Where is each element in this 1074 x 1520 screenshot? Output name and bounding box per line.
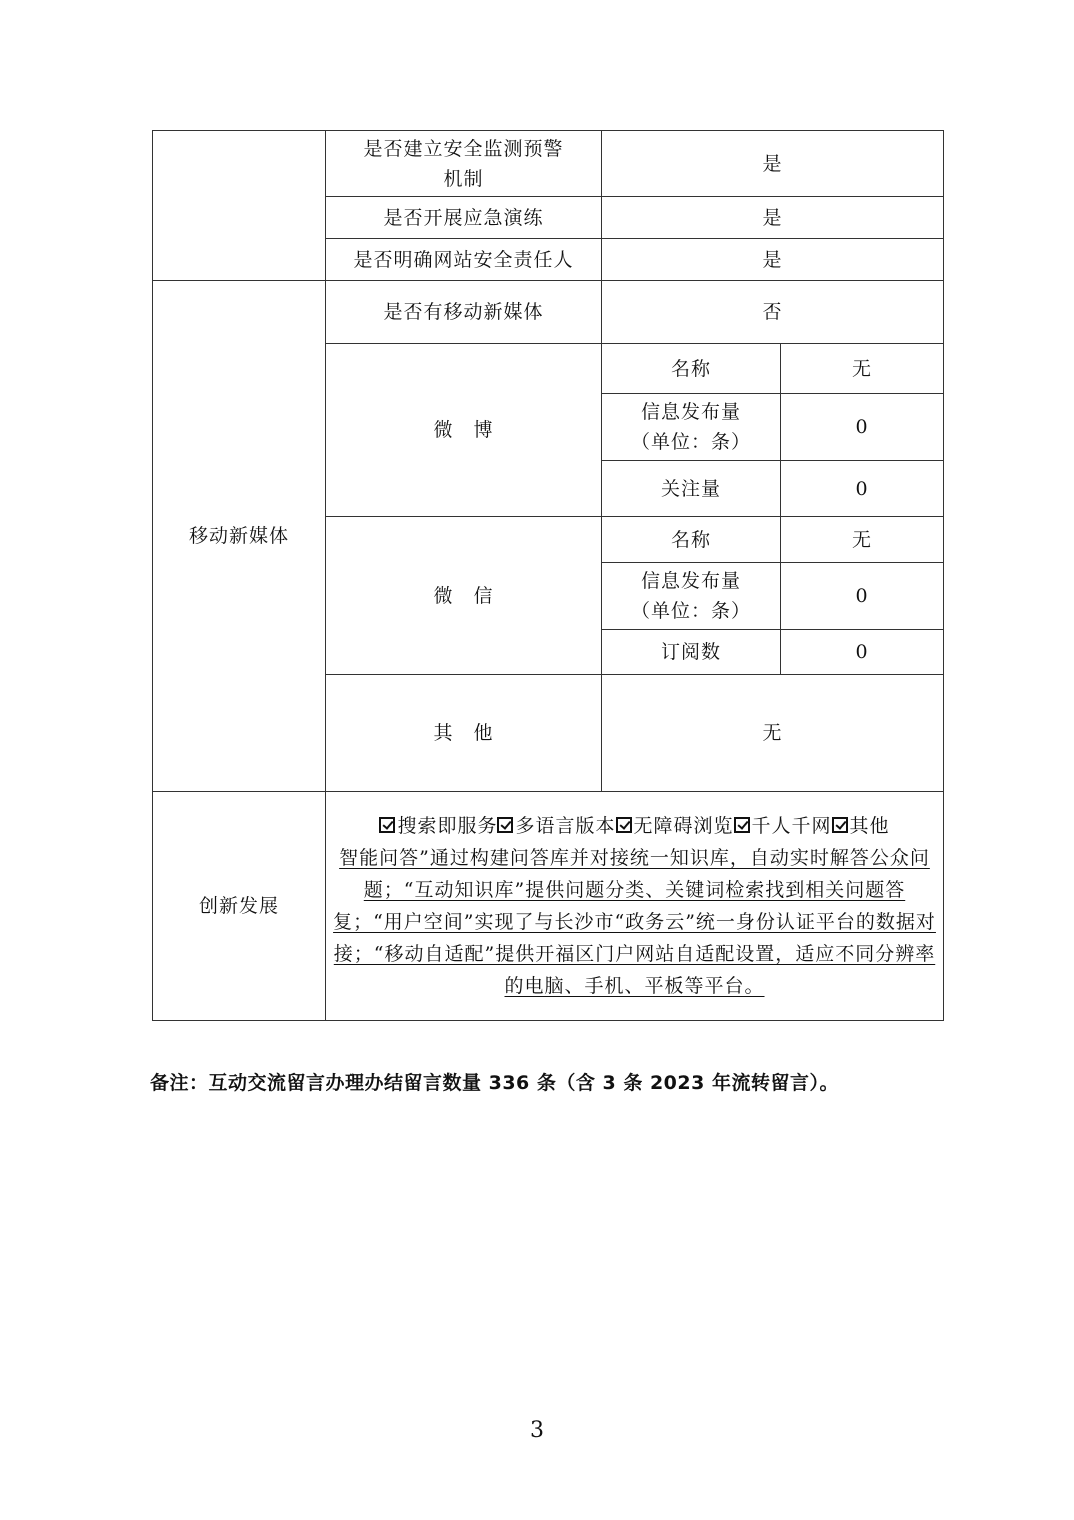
security-monitor-label: 是否建立安全监测预警机制 bbox=[326, 131, 602, 197]
footnote: 备注：互动交流留言办理办结留言数量 336 条（含 3 条 2023 年流转留言）。 bbox=[150, 1072, 839, 1094]
weibo-posts-value: 0 bbox=[781, 394, 944, 461]
has-mobile-media-label: 是否有移动新媒体 bbox=[326, 281, 602, 344]
security-officer-label: 是否明确网站安全责任人 bbox=[326, 239, 602, 281]
wechat-posts-label bbox=[602, 563, 781, 630]
checkbox-accessibility: 无障碍浏览 bbox=[616, 815, 734, 837]
table-row bbox=[153, 281, 944, 344]
wechat-name-value: 无 bbox=[781, 517, 944, 563]
weibo-followers-label: 关注量 bbox=[602, 461, 781, 517]
checked-box-icon bbox=[832, 817, 848, 833]
innovation-content bbox=[326, 792, 944, 1021]
page-number: 3 bbox=[530, 1418, 544, 1443]
wechat-label: 微 信 bbox=[326, 517, 602, 675]
wechat-posts-label-line1: 信息发布量 bbox=[640, 570, 741, 592]
report-table bbox=[152, 130, 944, 1021]
table-row bbox=[153, 131, 944, 197]
other-media-value: 无 bbox=[602, 675, 944, 792]
mobile-category-cell: 移动新媒体 bbox=[153, 281, 326, 792]
table-row bbox=[153, 792, 944, 1021]
security-monitor-value: 是 bbox=[602, 131, 944, 197]
checkbox-multilingual: 多语言版本 bbox=[497, 815, 615, 837]
wechat-subscribers-label: 订阅数 bbox=[602, 630, 781, 675]
weibo-posts-label-line2: （单位：条） bbox=[630, 431, 751, 453]
checkbox-personalized: 千人千网 bbox=[734, 815, 832, 837]
weibo-name-label: 名称 bbox=[602, 344, 781, 394]
checkbox-search-service: 搜索即服务 bbox=[379, 815, 497, 837]
has-mobile-media-value: 否 bbox=[602, 281, 944, 344]
innovation-description: 智能问答”通过构建问答库并对接统一知识库，自动实时解答公众问题；“互动知识库”提供问题分类、关键词检索找到相关问题答复；“用户空间”实现了与长沙市“政务云”统一身份认证平台的数据对接；“移动自适配”提供开福区门户网站自适配设置，适应不同分辨率的电脑、手机、平板等平台。 bbox=[333, 847, 936, 997]
wechat-name-label: 名称 bbox=[602, 517, 781, 563]
wechat-subscribers-value: 0 bbox=[781, 630, 944, 675]
other-media-label: 其 他 bbox=[326, 675, 602, 792]
wechat-posts-label-line2: （单位：条） bbox=[630, 600, 751, 622]
security-officer-value: 是 bbox=[602, 239, 944, 281]
weibo-posts-label-line1: 信息发布量 bbox=[640, 401, 741, 423]
checked-box-icon bbox=[379, 817, 395, 833]
emergency-drill-label: 是否开展应急演练 bbox=[326, 197, 602, 239]
weibo-followers-value: 0 bbox=[781, 461, 944, 517]
weibo-posts-label bbox=[602, 394, 781, 461]
checkbox-other: 其他 bbox=[832, 815, 890, 837]
security-category-cell bbox=[153, 131, 326, 281]
wechat-posts-value: 0 bbox=[781, 563, 944, 630]
checked-box-icon bbox=[616, 817, 632, 833]
checked-box-icon bbox=[734, 817, 750, 833]
innovation-category-cell: 创新发展 bbox=[153, 792, 326, 1021]
weibo-label: 微 博 bbox=[326, 344, 602, 517]
emergency-drill-value: 是 bbox=[602, 197, 944, 239]
checked-box-icon bbox=[497, 817, 513, 833]
weibo-name-value: 无 bbox=[781, 344, 944, 394]
